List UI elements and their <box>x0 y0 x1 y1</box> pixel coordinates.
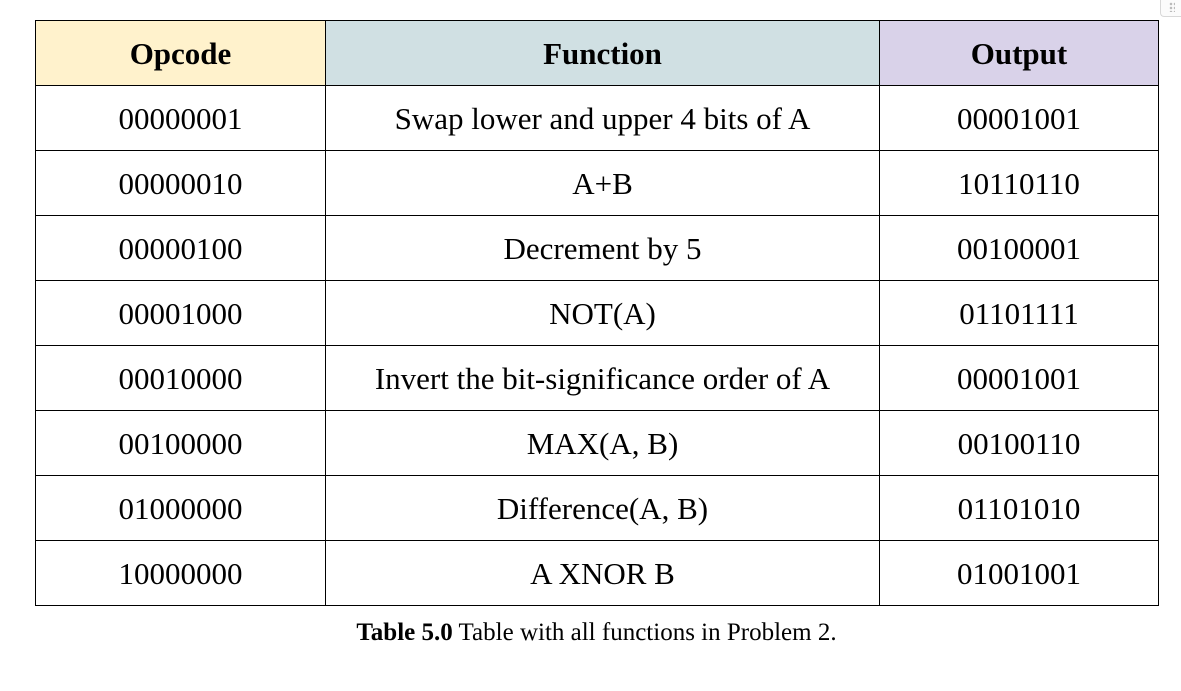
functions-table <box>35 20 1159 606</box>
table-row <box>36 476 1159 541</box>
header-row <box>36 21 1159 86</box>
table-row <box>36 151 1159 216</box>
resize-handle[interactable] <box>1160 0 1181 17</box>
cell-opcode: 10000000 <box>36 541 326 606</box>
cell-opcode: 00000100 <box>36 216 326 281</box>
cell-function: Decrement by 5 <box>326 216 880 281</box>
cell-function: MAX(A, B) <box>326 411 880 476</box>
cell-opcode: 00000010 <box>36 151 326 216</box>
cell-opcode: 00010000 <box>36 346 326 411</box>
cell-opcode: 00001000 <box>36 281 326 346</box>
caption-label: Table 5.0 <box>356 619 453 646</box>
cell-output: 01101010 <box>880 476 1159 541</box>
cell-function: Swap lower and upper 4 bits of A <box>326 86 880 151</box>
header-opcode: Opcode <box>36 21 326 86</box>
cell-function: Difference(A, B) <box>326 476 880 541</box>
drag-handle-icon <box>1169 2 1175 12</box>
cell-function: A XNOR B <box>326 541 880 606</box>
table-row <box>36 346 1159 411</box>
table-body <box>36 86 1159 606</box>
table-row <box>36 541 1159 606</box>
header-output: Output <box>880 21 1159 86</box>
cell-output: 00001001 <box>880 346 1159 411</box>
cell-output: 00100001 <box>880 216 1159 281</box>
cell-function: Invert the bit-significance order of A <box>326 346 880 411</box>
cell-output: 00100110 <box>880 411 1159 476</box>
table-row <box>36 411 1159 476</box>
cell-output: 10110110 <box>880 151 1159 216</box>
table-row <box>36 86 1159 151</box>
table-header <box>36 21 1159 86</box>
cell-opcode: 01000000 <box>36 476 326 541</box>
table-row <box>36 281 1159 346</box>
header-function: Function <box>326 21 880 86</box>
cell-output: 01001001 <box>880 541 1159 606</box>
cell-output: 01101111 <box>880 281 1159 346</box>
cell-function: A+B <box>326 151 880 216</box>
caption-text: Table with all functions in Problem 2. <box>452 619 837 646</box>
cell-opcode: 00000001 <box>36 86 326 151</box>
table-row <box>36 216 1159 281</box>
cell-output: 00001001 <box>880 86 1159 151</box>
cell-function: NOT(A) <box>326 281 880 346</box>
table-caption <box>35 619 1158 647</box>
cell-opcode: 00100000 <box>36 411 326 476</box>
